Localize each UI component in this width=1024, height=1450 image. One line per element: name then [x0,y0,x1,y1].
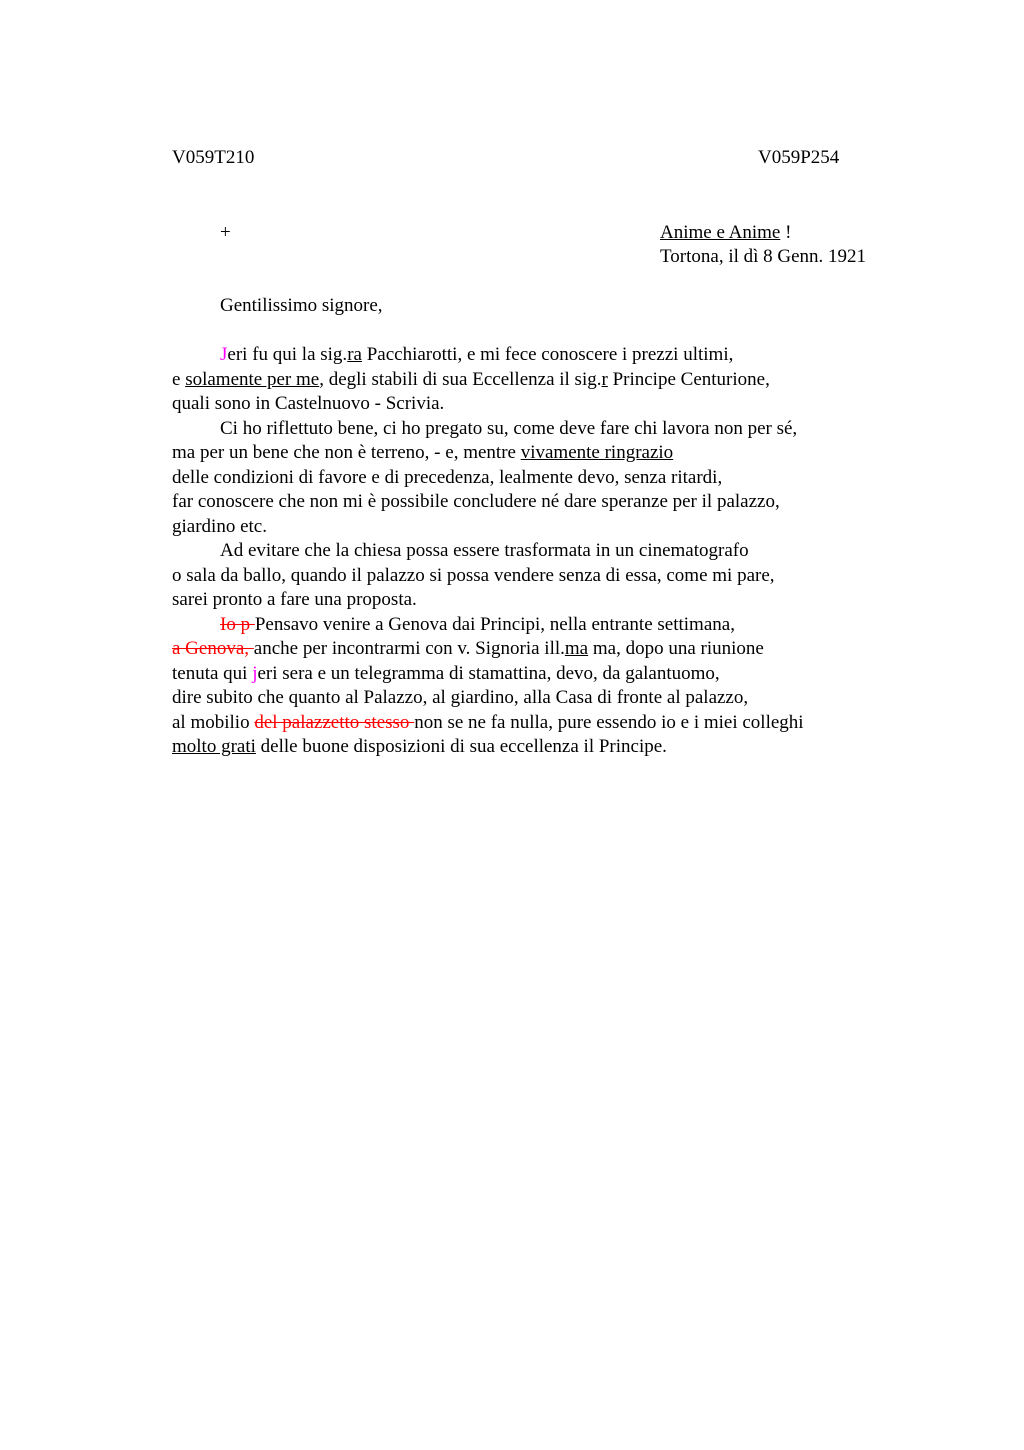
underlined-span: solamente per me [185,368,320,390]
body-line: delle condizioni di favore e di precedenza, lealmente devo, senza ritardi, [172,466,723,488]
text-span: Pensavo venire a Genova dai Principi, nella entrante settimana, [254,613,735,635]
initial-letter: j [252,662,258,684]
body-line: quali sono in Castelnuovo - Scrivia. [172,393,445,414]
text-span: ma, dopo una riunione [588,638,764,659]
body-line: dire subito che quanto al Palazzo, al giardino, alla Casa di fronte al palazzo, [172,687,749,708]
body-line [172,637,892,662]
document-code-left: V059T210 [172,147,255,168]
heading-block [660,221,866,269]
text-span: ma per un bene che non è terreno, - e, mentre [172,442,521,463]
body-line: Ci ho riflettuto bene, ci ho pregato su, come deve fare chi lavora non per sé, [220,417,798,439]
document-code-right: V059P254 [758,147,840,168]
text-span: non se ne fa nulla, pure essendo io e i miei colleghi [414,711,804,733]
text-span: , degli stabili di sua Eccellenza il sig. [319,368,602,390]
body-line: giardino etc. [172,515,267,537]
deleted-span: a Genova, [172,638,254,659]
text-span: delle buone disposizioni di sua eccellenza il Principe. [255,736,667,757]
body-line [172,368,892,393]
body-line [172,343,892,368]
text-span: e [172,368,186,390]
underlined-span: molto grati [172,736,256,757]
body-line [172,613,892,638]
initial-letter: J [220,344,228,365]
text-span: Principe Centurione, [607,368,770,390]
deleted-span: del palazzetto stesso [254,711,415,733]
text-span: eri sera e un telegramma di stamattina, devo, da galantuomo, [257,662,720,684]
body-line: Ad evitare che la chiesa possa essere trasformata in un cinematografo [220,540,749,561]
underlined-span: ra [347,344,362,365]
body-line [172,735,892,760]
letter-body [172,343,892,760]
body-line [172,711,892,736]
motto [660,221,866,245]
body-line: far conoscere che non mi è possibile concludere né dare speranze per il palazzo, [172,491,780,512]
body-line [172,662,892,687]
cross-symbol: + [220,222,231,243]
text-span: eri fu qui la sig. [227,344,348,365]
underlined-span: ma [564,638,589,659]
place-date: Tortona, il dì 8 Genn. 1921 [660,246,867,267]
motto-text: Anime e Anime [660,222,781,243]
body-line: o sala da ballo, quando il palazzo si possa vendere senza di essa, come mi pare, [172,564,775,586]
motto-suffix: ! [780,222,792,243]
text-span: tenuta qui [172,662,253,684]
text-span: anche per incontrarmi con v. Signoria ill. [253,638,565,659]
deleted-span: Io p [220,613,255,635]
text-span: Pacchiarotti, e mi fece conoscere i prezzi ultimi, [361,344,734,365]
body-line: sarei pronto a fare una proposta. [172,589,417,610]
body-line [172,441,892,466]
underlined-span: vivamente ringrazio [520,442,674,463]
salutation: Gentilissimo signore, [220,295,383,316]
underlined-span: r [601,368,608,390]
text-span: al mobilio [172,711,255,733]
